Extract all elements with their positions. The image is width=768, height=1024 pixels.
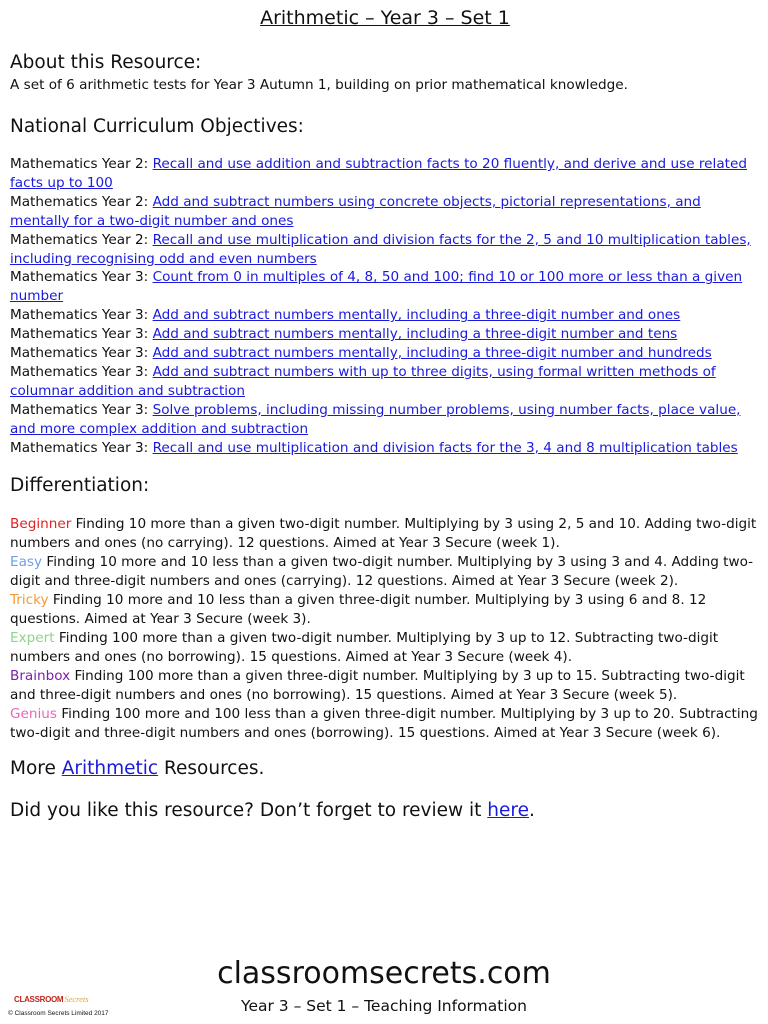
objective-prefix: Mathematics Year 3: [10,439,153,456]
objective-item [10,325,760,344]
objective-link[interactable]: Add and subtract numbers mentally, including a three-digit number and hundreds [152,345,712,362]
objective-prefix: Mathematics Year 2: [10,193,153,210]
objective-prefix: Mathematics Year 2: [10,231,153,248]
level-description: Finding 10 more than a given two-digit number. Multiplying by 3 using 2, 5 and 10. Adding two-digit numbers and ones (no carrying). 12 questions. Aimed at Year 3 Secure (week 1). [10,515,757,551]
objective-prefix: Mathematics Year 3: [10,326,153,343]
level-description: Finding 10 more and 10 less than a given two-digit number. Multiplying by 3 using 3 and 4. Adding two-digit and three-digit numbers and ones (carrying). 12 questions. Aimed at Year 3 Secure (week 2). [10,553,754,589]
about-text: A set of 6 arithmetic tests for Year 3 Autumn 1, building on prior mathematical knowledge. [10,77,628,93]
level-item-easy [10,553,760,591]
level-name-genius: Genius [10,705,57,722]
page-title-text: Arithmetic – Year 3 – Set 1 [260,7,510,29]
level-description: Finding 100 more and 100 less than a given three-digit number. Multiplying by 3 up to 20. Subtracting two-digit and three-digit numbers and ones (borrowing). 15 questions. Aimed at Year 3 Secure (week 6). [10,705,758,741]
objective-item [10,193,760,231]
logo-part2: Secrets [64,994,89,1004]
footer-subtitle: Year 3 – Set 1 – Teaching Information [241,997,527,1015]
level-description: Finding 10 more and 10 less than a given three-digit number. Multiplying by 3 using 6 and 8. 12 questions. Aimed at Year 3 Secure (week 3). [10,591,707,627]
classroom-secrets-logo [14,990,89,1008]
objective-prefix: Mathematics Year 3: [10,269,153,286]
objective-item [10,231,760,269]
review-after: . [529,799,535,821]
level-name-expert: Expert [10,629,55,646]
level-description: Finding 100 more than a given three-digit number. Multiplying by 3 up to 15. Subtracting two-digit and three-digit numbers and ones (no borrowing). 15 questions. Aimed at Year 3 Secure (week 5). [10,667,745,703]
objective-link[interactable]: Add and subtract numbers using concrete objects, pictorial representations, and mentally for a two-digit number and ones [10,193,701,229]
logo-part1: CLASSROOM [14,994,64,1004]
document-page [10,0,760,823]
differentiation-heading: Differentiation: [10,474,150,496]
level-item-genius [10,705,760,743]
objective-item [10,363,760,401]
level-name-easy: Easy [10,553,43,570]
arithmetic-link[interactable]: Arithmetic [61,757,159,779]
objective-prefix: Mathematics Year 2: [10,156,153,172]
copyright-notice: © Classroom Secrets Limited 2017 [8,1010,109,1017]
objective-prefix: Mathematics Year 3: [10,363,153,380]
objective-item [10,344,760,363]
objective-link[interactable]: Add and subtract numbers mentally, including a three-digit number and ones [152,307,681,324]
about-heading: About this Resource: [10,52,202,73]
level-item-beginner [10,515,760,553]
objective-prefix: Mathematics Year 3: [10,307,153,324]
objective-link[interactable]: Solve problems, including missing number problems, using number facts, place value, and more complex addition and subtraction [10,401,741,437]
objective-link[interactable]: Count from 0 in multiples of 4, 8, 50 and 100; find 10 or 100 more or less than a given number [10,269,743,305]
objectives-heading: National Curriculum Objectives: [10,116,304,137]
objectives-list [10,155,760,458]
level-name-brainbox: Brainbox [10,667,71,684]
level-item-brainbox [10,667,760,705]
level-name-tricky: Tricky [10,591,49,608]
objective-item [10,401,760,439]
objective-link[interactable]: Add and subtract numbers mentally, including a three-digit number and tens [152,326,678,343]
objective-item [10,268,760,306]
review-before: Did you like this resource? Don’t forget to review it [10,799,488,821]
objective-item [10,306,760,325]
more-before: More [10,757,62,779]
objective-link[interactable]: Recall and use addition and subtraction facts to 20 fluently, and derive and use related facts up to 100 [10,156,747,191]
review-link[interactable]: here [487,799,529,821]
objective-link[interactable]: Recall and use multiplication and division facts for the 2, 5 and 10 multiplication tables, including recognising odd and even numbers [10,231,751,267]
differentiation-list [10,515,760,743]
footer-site: classroomsecrets.com [217,956,551,991]
objective-item [10,439,760,458]
more-after: Resources. [158,757,265,779]
objective-link[interactable]: Add and subtract numbers with up to three digits, using formal written methods of columnar addition and subtraction [10,363,716,399]
objective-prefix: Mathematics Year 3: [10,401,153,418]
review-prompt [10,799,760,823]
level-description: Finding 100 more than a given two-digit number. Multiplying by 3 up to 12. Subtracting two-digit numbers and ones (no borrowing). 15 questions. Aimed at Year 3 Secure (week 4). [10,629,719,665]
objective-item [10,155,760,193]
level-item-tricky [10,591,760,629]
level-item-expert [10,629,760,667]
page-title [10,6,760,30]
more-resources [10,757,760,781]
objective-prefix: Mathematics Year 3: [10,345,153,362]
objective-link[interactable]: Recall and use multiplication and division facts for the 3, 4 and 8 multiplication tables [152,439,738,456]
level-name-beginner: Beginner [10,515,72,532]
